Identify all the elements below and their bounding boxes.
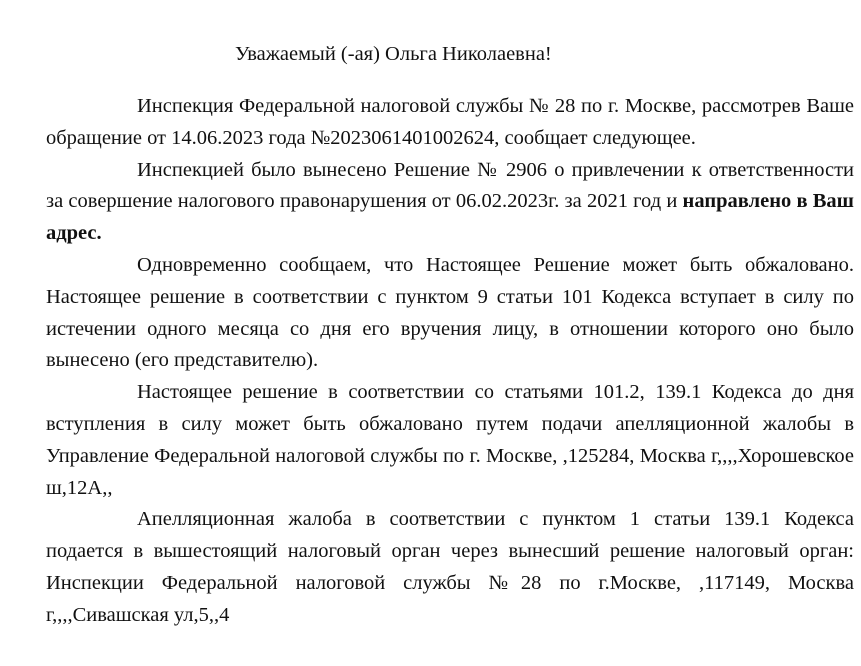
paragraph-decision-issued: [46, 155, 854, 250]
paragraph-appeal-notice: [46, 250, 854, 377]
paragraph-appeal-procedure: [46, 377, 854, 504]
paragraph-bold-text: направлено в Ваш адрес.: [46, 190, 854, 245]
paragraph-text: Инспекция Федеральной налоговой службы № 28 по г. Москве, рассмотрев Ваше обращение от 14.06.2023 года №2023061401002624, сообщает следующее.: [46, 95, 854, 149]
paragraph-text: Настоящее решение в соответствии со статьями 101.2, 139.1 Кодекса до дня вступления в силу может быть обжаловано путем подачи апелляционной жалобы в Управление Федеральной налоговой службы по г. Москве, ,125284, Москва г,,,,Хорошевское ш,12А,,: [46, 381, 854, 499]
greeting-heading: Уважаемый (-ая) Ольга Николаевна!: [235, 43, 552, 65]
letter-body: [46, 91, 854, 632]
paragraph-appeal-submission: [46, 504, 854, 631]
paragraph-text: Инспекцией было вынесено Решение № 2906 о привлечении к ответственности за совершение налогового правонарушения от 06.02.2023г. за 2021 год и: [46, 158, 854, 213]
paragraph-text: Одновременно сообщаем, что Настоящее Решение может быть обжаловано. Настоящее решение в соответствии с пунктом 9 статьи 101 Кодекса вступает в силу по истечении одного месяца со дня его вручения лицу, в отношении которого оно было вынесено (его представителю).: [46, 253, 854, 372]
paragraph-appeal-review: [46, 91, 854, 155]
paragraph-text: Апелляционная жалоба в соответствии с пунктом 1 статьи 139.1 Кодекса подается в вышестоящий налоговый орган через вынесший решение налоговый орган: Инспекции Федеральной налоговой службы №28 по г.Москве, ,117149, Москва г,,,,Сивашская ул,5,,4: [46, 508, 854, 626]
